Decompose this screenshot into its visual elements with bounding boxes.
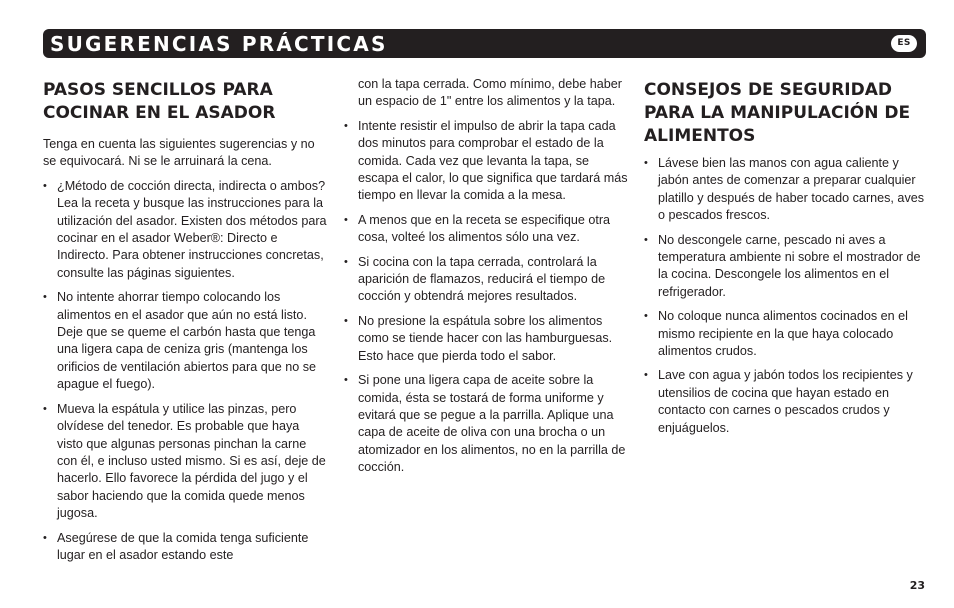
page-number: 23 [909, 579, 925, 592]
list-item: • Intente resistir el impulso de abrir la tapa cada dos minutos para comprobar el estado de la comida. Cada vez que levanta la tapa, se escapa el calor, lo que significa que tardará más tiempo en llevar la comida a la mesa. [344, 118, 632, 205]
list-item: • No presione la espátula sobre los alimentos como se tiende hacer con las hamburguesas. Esto hace que pierda todo el sabor. [344, 313, 632, 365]
list-item: • ¿Método de cocción directa, indirecta o ambos? Lea la receta y busque las instrucciones para la utilización del asador. Existen dos métodos para cocinar en el asador Weber®: Directo e Indirecto. Para obtener instrucciones concretas, consulte las páginas siguientes. [43, 178, 327, 282]
list-item: • Si cocina con la tapa cerrada, controlará la aparición de flamazos, reducirá el tiempo de cocción y obtendrá mejores resultados. [344, 254, 632, 306]
list-item: • No coloque nunca alimentos cocinados en el mismo recipiente en la que haya colocado alimentos crudos. [644, 308, 928, 360]
heading-food-safety: CONSEJOS DE SEGURIDAD PARA LA MANIPULACIÓN DE ALIMENTOS [644, 80, 911, 146]
list-item: • A menos que en la receta se especifique otra cosa, volteé los alimentos sólo una vez. [344, 212, 632, 247]
list-item: • Lávese bien las manos con agua caliente y jabón antes de comenzar a preparar cualquier platillo y después de haber tocado carnes, aves o pescados frescos. [644, 155, 928, 225]
column-grilling-steps [43, 76, 327, 564]
list-item: • Mueva la espátula y utilice las pinzas, pero olvídese del tenedor. Es probable que haya visto que algunas personas pinchan la carne con él, e incluso usted mismo. Si es así, deje de hacerlo. Ello favorece la pérdida del jugo y el sabor haciendo que la comida quede menos jugosa. [43, 401, 327, 523]
food-safety-list [644, 155, 928, 437]
list-item: • Si pone una ligera capa de aceite sobre la comida, ésta se tostará de forma uniforme y evitará que se pegue a la parrilla. Aplique una capa de aceite de oliva con una brocha o un atomizador en los alimentos, no en la parrilla de cocción. [344, 372, 632, 476]
grilling-tips-list [43, 178, 327, 565]
column-food-safety [644, 76, 928, 437]
list-item: • No descongele carne, pescado ni aves a temperatura ambiente ni sobre el mostrador de la cocina. Descongele los alimentos en el refrigerador. [644, 232, 928, 302]
heading-grilling-steps: PASOS SENCILLOS PARA COCINAR EN EL ASADOR [43, 80, 276, 123]
section-title: SUGERENCIAS PRÁCTICAS [50, 32, 388, 56]
section-banner [43, 29, 926, 58]
list-item: • Lave con agua y jabón todos los recipientes y utensilios de cocina que hayan estado en contacto con carnes o pescados crudos y enjuáguelos. [644, 367, 928, 437]
list-item: • Asegúrese de que la comida tenga suficiente lugar en el asador estando este [43, 530, 327, 565]
intro-paragraph: Tenga en cuenta las siguientes sugerencias y no se equivocará. Ni se le arruinará la cena. [43, 137, 315, 169]
language-badge: ES [891, 35, 917, 52]
grilling-tips-list-continued [344, 76, 632, 477]
list-item-continuation: con la tapa cerrada. Como mínimo, debe haber un espacio de 1" entre los alimentos y la tapa. [358, 77, 622, 109]
column-grilling-steps-continued [344, 76, 632, 477]
list-item: • No intente ahorrar tiempo colocando los alimentos en el asador que aún no está listo. Deje que se queme el carbón hasta que tenga una ligera capa de ceniza gris (mantenga los orificios de ventilación abiertos para que no se apague el fuego). [43, 289, 327, 393]
